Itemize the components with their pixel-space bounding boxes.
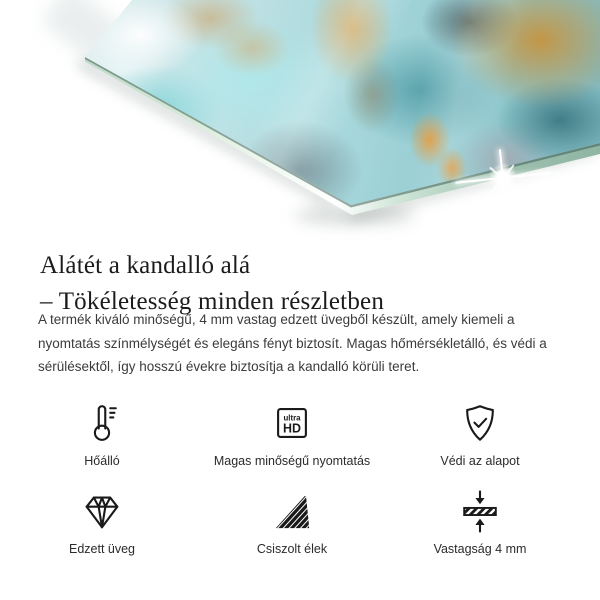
- feature-label: Csiszolt élek: [256, 542, 328, 556]
- feature-print-quality: [214, 400, 370, 468]
- feature-label: Vastagság 4 mm: [433, 542, 527, 556]
- thermometer-icon: [79, 400, 125, 446]
- feature-thickness: [434, 488, 527, 556]
- thickness-press-icon: [457, 488, 503, 534]
- feature-tempered-glass: [69, 488, 135, 556]
- feature-polished-edges: [257, 488, 327, 556]
- feature-label: Magas minőségű nyomtatás: [213, 454, 371, 468]
- feature-label: Edzett üveg: [68, 542, 135, 556]
- feature-protects-base: [440, 400, 519, 468]
- polished-edges-icon: [269, 488, 315, 534]
- diamond-icon: [79, 488, 125, 534]
- title-line-1: Alátét a kandalló alá: [40, 251, 251, 279]
- ultra-text: ultra: [283, 413, 301, 423]
- features-grid: [40, 400, 560, 556]
- product-photo: [0, 0, 600, 240]
- product-description: A termék kiváló minőségű, 4 mm vastag edzett üvegből készült, amely kiemeli a nyomtatás színmélységét és elegáns fényt biztosít. Magas hőmérsékletálló, és védi a sérülésektől, így hosszú évekre biztosítja a kandalló körüli teret.: [38, 312, 547, 375]
- shield-check-icon: [457, 400, 503, 446]
- feature-label: Védi az alapot: [440, 454, 520, 468]
- feature-label: Hőálló: [84, 454, 120, 468]
- ultra-hd-icon: [269, 400, 315, 446]
- hd-text: HD: [283, 421, 301, 436]
- feature-heat-resistant: [79, 400, 125, 468]
- title-line-2: – Tökéletesség minden részletben: [40, 287, 385, 315]
